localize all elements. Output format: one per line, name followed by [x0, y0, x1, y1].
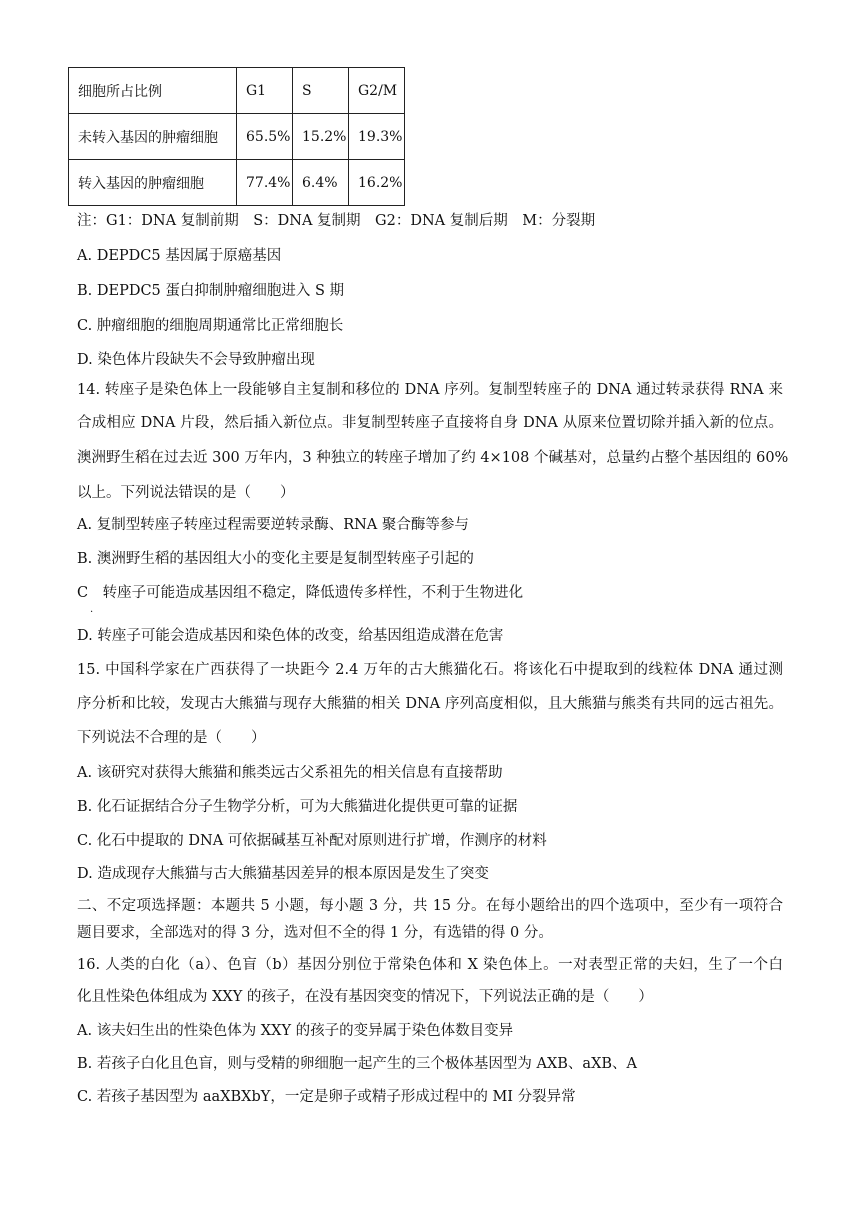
table-cell: 细胞所占比例 [69, 68, 237, 114]
q13-option-c: C. 肿瘤细胞的细胞周期通常比正常细胞长 [77, 318, 344, 334]
stray-dot-mark: . [90, 604, 94, 615]
q14-option-c: C 转座子可能造成基因组不稳定，降低遗传多样性，不利于生物进化 [77, 585, 524, 601]
table-cell: 19.3% [349, 114, 405, 160]
q14-stem-line: 以上。下列说法错误的是（ ） [77, 485, 295, 501]
q15-option-c: C. 化石中提取的 DNA 可依据碱基互补配对原则进行扩增，作测序的材料 [77, 833, 547, 849]
q15-stem-line: 下列说法不合理的是（ ） [77, 730, 266, 746]
q15-option-d: D. 造成现存大熊猫与古大熊猫基因差异的根本原因是发生了突变 [77, 866, 489, 882]
table-header-row [69, 68, 405, 114]
table-cell: 16.2% [349, 160, 405, 206]
table-cell: 6.4% [293, 160, 349, 206]
q13-option-a: A. DEPDC5 基因属于原癌基因 [77, 248, 282, 264]
q16-stem-line: 化且性染色体组成为 XXY 的孩子，在没有基因突变的情况下，下列说法正确的是（ ） [77, 989, 653, 1005]
table-row [69, 114, 405, 160]
q15-stem-line: 序分析和比较，发现古大熊猫与现存大熊猫的相关 DNA 序列高度相似，且大熊猫与熊类有共同的远古祖先。 [77, 696, 783, 712]
q13-option-b: B. DEPDC5 蛋白抑制肿瘤细胞进入 S 期 [77, 283, 345, 299]
table-cell: 77.4% [237, 160, 293, 206]
q14-option-d: D. 转座子可能会造成基因和染色体的改变，给基因组造成潜在危害 [77, 628, 504, 644]
table-cell: 转入基因的肿瘤细胞 [69, 160, 237, 206]
section-heading-line: 二、不定项选择题：本题共 5 小题，每小题 3 分，共 15 分。在每小题给出的四个选项中，至少有一项符合 [77, 898, 783, 914]
q15-stem-line: 15. 中国科学家在广西获得了一块距今 2.4 万年的古大熊猫化石。将该化石中提取到的线粒体 DNA 通过测 [77, 662, 783, 678]
q14-stem-line: 14. 转座子是染色体上一段能够自主复制和移位的 DNA 序列。复制型转座子的 DNA 通过转录获得 RNA 来 [77, 382, 783, 398]
q16-option-a: A. 该夫妇生出的性染色体为 XXY 的孩子的变异属于染色体数目变异 [77, 1023, 514, 1039]
q16-option-c: C. 若孩子基因型为 aaXBXbY，一定是卵子或精子形成过程中的 MI 分裂异常 [77, 1089, 576, 1105]
section-heading-line: 题目要求，全部选对的得 3 分，选对但不全的得 1 分，有选错的得 0 分。 [77, 925, 553, 941]
table-row [69, 160, 405, 206]
table-cell: 65.5% [237, 114, 293, 160]
q14-option-b: B. 澳洲野生稻的基因组大小的变化主要是复制型转座子引起的 [77, 551, 474, 567]
table-cell: G2/M [349, 68, 405, 114]
q14-stem-line: 合成相应 DNA 片段，然后插入新位点。非复制型转座子直接将自身 DNA 从原来位置切除并插入新的位点。 [77, 415, 783, 431]
q16-option-b: B. 若孩子白化且色盲，则与受精的卵细胞一起产生的三个极体基因型为 AXB、aXB、A [77, 1056, 638, 1072]
cell-cycle-table [68, 67, 405, 206]
table-cell: 未转入基因的肿瘤细胞 [69, 114, 237, 160]
q14-option-a: A. 复制型转座子转座过程需要逆转录酶、RNA 聚合酶等参与 [77, 517, 469, 533]
table-cell: G1 [237, 68, 293, 114]
table-cell: 15.2% [293, 114, 349, 160]
q15-option-a: A. 该研究对获得大熊猫和熊类远古父系祖先的相关信息有直接帮助 [77, 765, 503, 781]
q15-option-b: B. 化石证据结合分子生物学分析，可为大熊猫进化提供更可靠的证据 [77, 799, 518, 815]
q16-stem-line: 16. 人类的白化（a）、色盲（b）基因分别位于常染色体和 X 染色体上。一对表型正常的夫妇，生了一个白 [77, 957, 783, 973]
table-cell: S [293, 68, 349, 114]
q14-stem-line: 澳洲野生稻在过去近 300 万年内，3 种独立的转座子增加了约 4×108 个碱基对，总量约占整个基因组的 60% [77, 450, 789, 466]
q13-option-d: D. 染色体片段缺失不会导致肿瘤出现 [77, 352, 315, 368]
table-note: 注：G1：DNA 复制前期 S：DNA 复制期 G2：DNA 复制后期 M：分裂期 [77, 213, 596, 229]
